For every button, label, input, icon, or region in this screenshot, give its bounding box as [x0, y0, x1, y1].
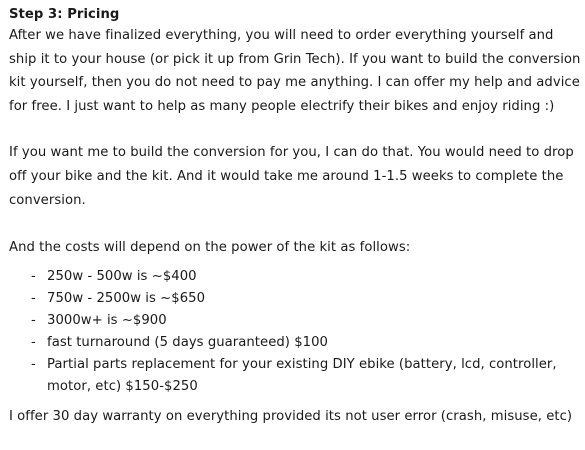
price-list-item-text: fast turnaround (5 days guaranteed) $100	[47, 334, 328, 350]
price-list-item	[9, 354, 581, 398]
warranty-paragraph: I offer 30 day warranty on everything provided its not user error (crash, misuse, etc)	[9, 408, 573, 424]
list-dash-marker: -	[31, 312, 36, 328]
price-list-item	[9, 310, 581, 332]
price-list-item-text: Partial parts replacement for your existing DIY ebike (battery, lcd, controller, motor, etc) $150-$250	[47, 356, 557, 394]
list-dash-marker: -	[31, 268, 36, 284]
costs-intro-paragraph: And the costs will depend on the power of the kit as follows:	[9, 240, 411, 256]
build-service-paragraph: If you want me to build the conversion for you, I can do that. You would need to drop off your bike and the kit. And it would take me around 1-1.5 weeks to complete the conversion.	[9, 145, 574, 208]
price-list-item	[9, 288, 581, 310]
price-list-item-text: 3000w+ is ~$900	[47, 312, 167, 328]
list-dash-marker: -	[31, 356, 36, 372]
section-heading: Step 3: Pricing	[9, 7, 120, 22]
price-list-item-text: 750w - 2500w is ~$650	[47, 290, 206, 306]
price-list-item	[9, 266, 581, 288]
price-list	[9, 266, 581, 398]
list-dash-marker: -	[31, 334, 36, 350]
intro-paragraph: After we have finalized everything, you will need to order everything yourself and ship it to your house (or pick it up from Grin Tech). If you want to build the conversion kit yourself, then you do not need to pay me anything. I can offer my help and advice for free. I just want to help as many people electrify their bikes and enjoy riding :)	[9, 28, 581, 114]
price-list-item	[9, 332, 581, 354]
list-dash-marker: -	[31, 290, 36, 306]
price-list-item-text: 250w - 500w is ~$400	[47, 268, 197, 284]
